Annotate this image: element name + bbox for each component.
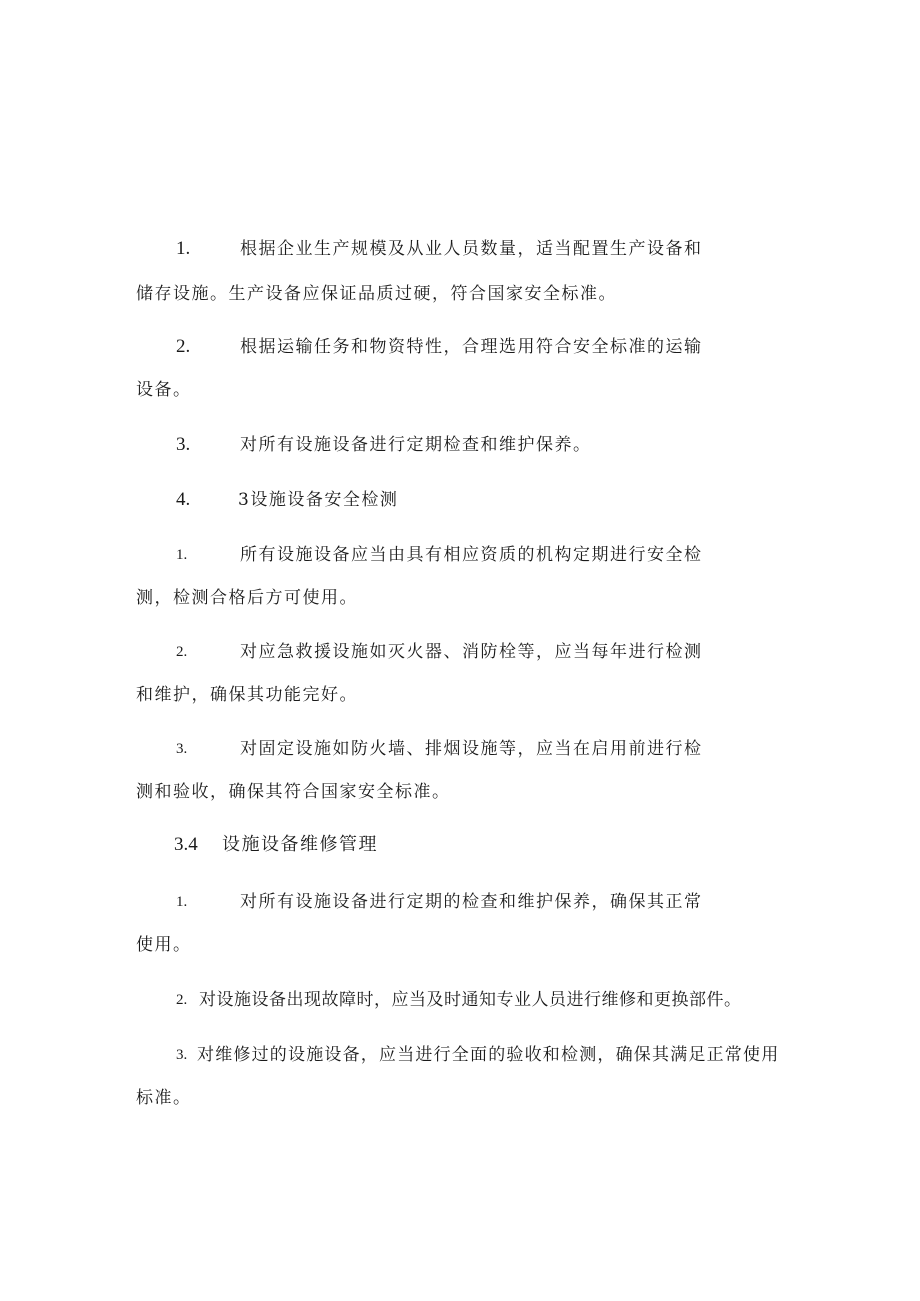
item-number: 1. [176, 238, 191, 259]
item-text-line2: 标准。 [136, 1088, 192, 1108]
item-text-line1: 对所有设施设备进行定期检查和维护保养。 [240, 435, 592, 455]
item-text-line2: 和维护，确保其功能完好。 [136, 685, 358, 705]
item-number: 1. [176, 894, 188, 910]
item-number: 3. [176, 741, 188, 757]
section-title: 3设施设备安全检测 [238, 490, 399, 510]
item-number: 4. [176, 489, 191, 510]
item-text-line2: 测，检测合格后方可使用。 [136, 588, 358, 608]
item-text-line1: 对维修过的设施设备，应当进行全面的验收和检测，确保其满足正常使用 [197, 1045, 780, 1065]
section-number: 3.4 [174, 834, 198, 855]
item-text-line2: 测和验收，确保其符合国家安全标准。 [136, 782, 451, 802]
item-text-line1: 对固定设施如防火墙、排烟设施等，应当在启用前进行检 [240, 739, 703, 759]
item-text-line2: 使用。 [136, 935, 192, 955]
item-number: 3. [176, 434, 191, 455]
item-number: 2. [176, 336, 191, 357]
section-title: 设施设备维修管理 [222, 834, 378, 855]
item-number: 2. [176, 992, 188, 1008]
item-text-line1: 根据企业生产规模及从业人员数量，适当配置生产设备和 [240, 239, 703, 259]
item-text-line2: 储存设施。生产设备应保证品质过硬，符合国家安全标准。 [136, 284, 617, 304]
item-text-line2: 设备。 [136, 380, 192, 400]
item-text-line1: 对应急救援设施如灭火器、消防栓等，应当每年进行检测 [240, 642, 703, 662]
item-text-line1: 所有设施设备应当由具有相应资质的机构定期进行安全检 [240, 545, 703, 565]
item-number: 2. [176, 644, 188, 660]
item-text-line1: 对所有设施设备进行定期的检查和维护保养，确保其正常 [240, 892, 703, 912]
item-number: 1. [176, 547, 188, 563]
item-text-line1: 对设施设备出现故障时，应当及时通知专业人员进行维修和更换部件。 [199, 990, 742, 1010]
item-text-line1: 根据运输任务和物资特性，合理选用符合安全标准的运输 [240, 337, 703, 357]
item-number: 3. [176, 1047, 188, 1063]
